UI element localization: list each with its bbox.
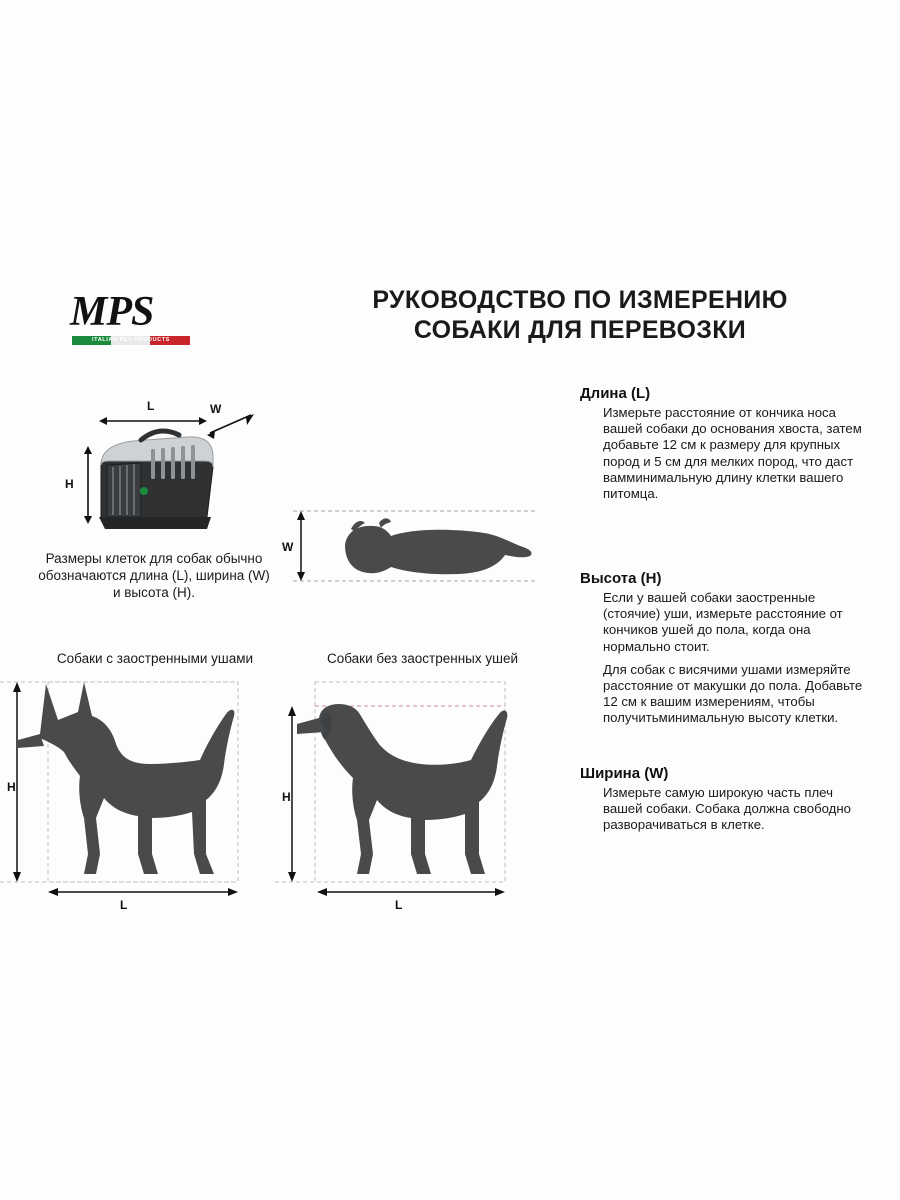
- logo-flag-bar: [72, 336, 190, 345]
- pointed-ears-caption: Собаки с заостренными ушами: [56, 651, 254, 666]
- floppy-length-label: L: [395, 898, 403, 912]
- carrier-svg: [55, 405, 270, 545]
- carrier-height-label: H: [65, 477, 74, 491]
- carrier-caption: Размеры клеток для собак обычно обозначаются длина (L), ширина (W) и высота (H).: [38, 551, 270, 600]
- floppy-ears-svg: [275, 668, 560, 918]
- section-height-paragraph-1: Если у вашей собаки заостренные (стоячие) уши, измерьте расстояние от кончиков ушей до пола, когда она нормально стоит.: [603, 590, 843, 654]
- header: [0, 285, 900, 370]
- floppy-ears-illustration: [275, 668, 560, 918]
- section-length-paragraph-1: Измерьте расстояние от кончика носа вашей собаки до основания хвоста, затем добавьте 12 см к размеру для крупных пород и 5 см для мелких пород, что даст вамминимальную длину клетки вашего питомца.: [603, 405, 862, 502]
- pointed-height-label: H: [7, 780, 16, 794]
- floppy-height-label: H: [282, 790, 291, 804]
- carrier-width-label: W: [210, 402, 222, 416]
- section-height: [580, 570, 870, 734]
- section-height-heading: Высота (H): [580, 570, 662, 587]
- brand-logo: [62, 290, 237, 360]
- carrier-length-label: L: [147, 399, 155, 413]
- section-height-paragraph-2: Для собак с висячими ушами измеряйте расстояние от макушки до пола. Добавьте 12 см к вашим измерениям, чтобы получитьминимальную высоту клетки.: [603, 661, 863, 726]
- page-title: [300, 285, 860, 345]
- floppy-ears-caption: Собаки без заостренных ушей: [326, 651, 519, 666]
- logo-wordmark: MPS: [70, 289, 154, 335]
- topview-illustration: [275, 495, 560, 600]
- topview-svg: [275, 495, 560, 600]
- pointed-ears-illustration: [0, 668, 285, 918]
- pointed-ears-svg: [0, 668, 285, 918]
- logo-tagline: ITALIAN PET PRODUCTS: [92, 337, 170, 343]
- section-length: [580, 385, 870, 509]
- section-width: [580, 765, 870, 841]
- page-title-line-2: СОБАКИ ДЛЯ ПЕРЕВОЗКИ: [413, 316, 747, 344]
- topview-width-label: W: [282, 540, 294, 554]
- section-length-heading: Длина (L): [580, 385, 651, 402]
- section-width-heading: Ширина (W): [580, 765, 669, 782]
- carrier-illustration: [55, 399, 270, 545]
- page-title-line-1: РУКОВОДСТВО ПО ИЗМЕРЕНИЮ: [372, 286, 788, 314]
- section-width-paragraph-1: Измерьте самую широкую часть плеч вашей собаки. Собака должна свободно разворачиваться в клетке.: [603, 785, 851, 833]
- pointed-length-label: L: [120, 898, 128, 912]
